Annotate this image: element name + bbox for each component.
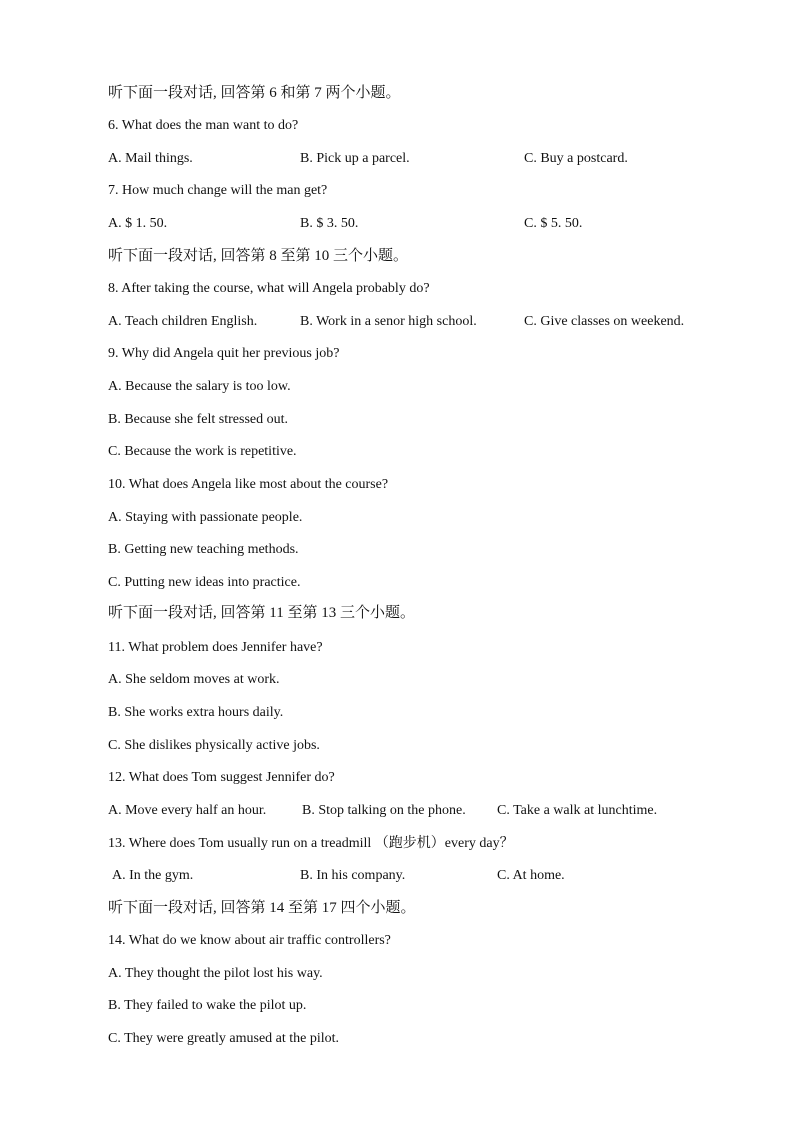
q14-option-b: B. They failed to wake the pilot up. [108, 998, 307, 1013]
q11-option-a: A. She seldom moves at work. [108, 672, 280, 687]
q11-option-c: C. She dislikes physically active jobs. [108, 738, 320, 753]
question-9: 9. Why did Angela quit her previous job? [108, 346, 340, 361]
question-8: 8. After taking the course, what will Angela probably do? [108, 281, 430, 296]
q8-option-b: B. Work in a senor high school. [300, 314, 477, 329]
question-12: 12. What does Tom suggest Jennifer do? [108, 770, 335, 785]
q6-option-a: A. Mail things. [108, 151, 193, 166]
section-heading-2: 听下面一段对话, 回答第 8 至第 10 三个小题。 [108, 248, 409, 264]
q13-option-b: B. In his company. [300, 868, 406, 883]
q7-option-b: B. $ 3. 50. [300, 216, 359, 231]
q14-option-a: A. They thought the pilot lost his way. [108, 966, 323, 981]
question-11: 11. What problem does Jennifer have? [108, 640, 323, 655]
q10-option-a: A. Staying with passionate people. [108, 510, 303, 525]
section-heading-3: 听下面一段对话, 回答第 11 至第 13 三个小题。 [108, 605, 415, 621]
q10-option-b: B. Getting new teaching methods. [108, 542, 299, 557]
question-6: 6. What does the man want to do? [108, 118, 299, 133]
q11-option-b: B. She works extra hours daily. [108, 705, 284, 720]
q8-option-a: A. Teach children English. [108, 314, 258, 329]
q12-option-a: A. Move every half an hour. [108, 803, 267, 818]
question-13: 13. Where does Tom usually run on a treadmill （跑步机）every day？ [108, 836, 514, 851]
question-10: 10. What does Angela like most about the course? [108, 477, 389, 492]
q13-option-a: A. In the gym. [112, 868, 194, 883]
q13-option-c: C. At home. [497, 868, 565, 883]
q10-option-c: C. Putting new ideas into practice. [108, 575, 301, 590]
section-heading-4: 听下面一段对话, 回答第 14 至第 17 四个小题。 [108, 900, 416, 916]
section-heading-1: 听下面一段对话, 回答第 6 和第 7 两个小题。 [108, 85, 401, 101]
q9-option-c: C. Because the work is repetitive. [108, 444, 297, 459]
q6-option-c: C. Buy a postcard. [524, 151, 628, 166]
q7-option-c: C. $ 5. 50. [524, 216, 583, 231]
question-7: 7. How much change will the man get? [108, 183, 328, 198]
q6-option-b: B. Pick up a parcel. [300, 151, 410, 166]
q12-option-b: B. Stop talking on the phone. [302, 803, 466, 818]
q8-option-c: C. Give classes on weekend. [524, 314, 685, 329]
question-14: 14. What do we know about air traffic controllers? [108, 933, 391, 948]
q7-option-a: A. $ 1. 50. [108, 216, 168, 231]
q9-option-b: B. Because she felt stressed out. [108, 412, 289, 427]
q12-option-c: C. Take a walk at lunchtime. [497, 803, 658, 818]
q14-option-c: C. They were greatly amused at the pilot. [108, 1031, 340, 1046]
q9-option-a: A. Because the salary is too low. [108, 379, 291, 394]
